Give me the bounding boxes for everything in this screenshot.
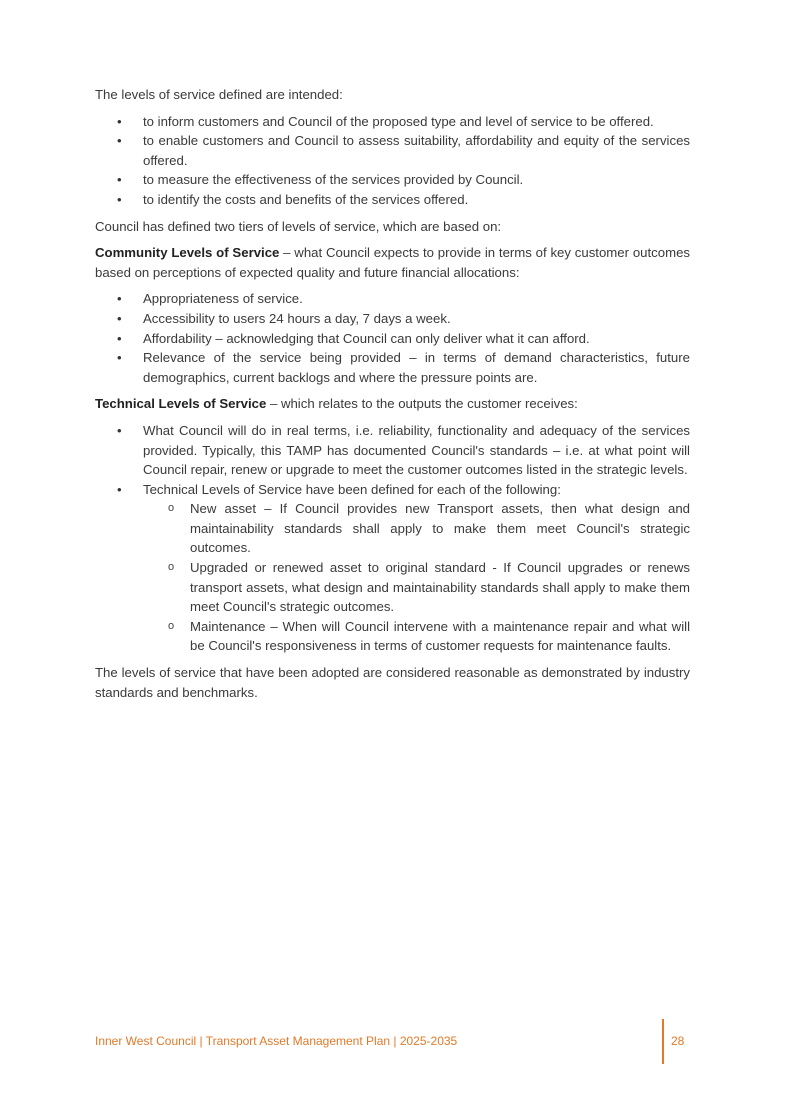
- list-item: • What Council will do in real terms, i.e. reliability, functionality and adequacy of the services provided. Typically, this TAMP has documented Council's standards – i.e. at what point will Council repair, renew or upgrade to meet the customer outcomes listed in the strategic levels.: [95, 421, 690, 480]
- technical-heading: Technical Levels of Service: [95, 396, 267, 412]
- list-item: • Appropriateness of service.: [95, 289, 690, 309]
- list-item: • Accessibility to users 24 hours a day, 7 days a week.: [95, 309, 690, 329]
- intended-list: [95, 112, 690, 210]
- page-number: 28: [671, 1034, 685, 1048]
- list-item: • to identify the costs and benefits of the services offered.: [95, 190, 690, 210]
- technical-sub-list: [143, 499, 690, 656]
- sub-list-item: o New asset – If Council provides new Transport assets, then what design and maintainability standards shall apply to make them meet Council's strategic outcomes.: [143, 499, 690, 558]
- list-item: • Affordability – acknowledging that Council can only deliver what it can afford.: [95, 329, 690, 349]
- community-paragraph: [95, 243, 690, 282]
- sub-list-item: o Upgraded or renewed asset to original standard - If Council upgrades or renews transport assets, what design and maintainability standards shall apply to make them meet Council's strategic outcomes.: [143, 558, 690, 617]
- technical-text: – which relates to the outputs the customer receives:: [266, 396, 578, 412]
- list-item-text: Technical Levels of Service have been defined for each of the following:: [143, 481, 561, 497]
- list-item: • to inform customers and Council of the proposed type and level of service to be offered.: [95, 112, 690, 132]
- technical-paragraph: [95, 394, 690, 414]
- list-item: [95, 480, 690, 656]
- community-text: – what Council expects to provide in terms of key customer outcomes based on perceptions of expected quality and future financial allocations:: [95, 245, 690, 280]
- list-item: • to enable customers and Council to assess suitability, affordability and equity of the services offered.: [95, 131, 690, 170]
- tiers-intro-paragraph: Council has defined two tiers of levels of service, which are based on:: [95, 218, 502, 234]
- technical-list: [95, 421, 690, 656]
- footer-divider: [662, 1019, 664, 1064]
- list-item: • Relevance of the service being provided – in terms of demand characteristics, future demographics, current backlogs and where the pressure points are.: [95, 348, 690, 387]
- conclusion-paragraph: The levels of service that have been adopted are considered reasonable as demonstrated by industry standards and benchmarks.: [95, 665, 690, 700]
- footer-title: Inner West Council | Transport Asset Management Plan | 2025-2035: [95, 1034, 458, 1048]
- intro-paragraph: The levels of service defined are intended:: [95, 87, 343, 102]
- community-heading: Community Levels of Service: [95, 245, 280, 261]
- sub-list-item: o Maintenance – When will Council intervene with a maintenance repair and what will be Council's responsiveness in terms of customer requests for maintenance faults.: [143, 617, 690, 656]
- list-item: • to measure the effectiveness of the services provided by Council.: [95, 170, 690, 190]
- community-list: [95, 289, 690, 387]
- page-body: [95, 85, 690, 709]
